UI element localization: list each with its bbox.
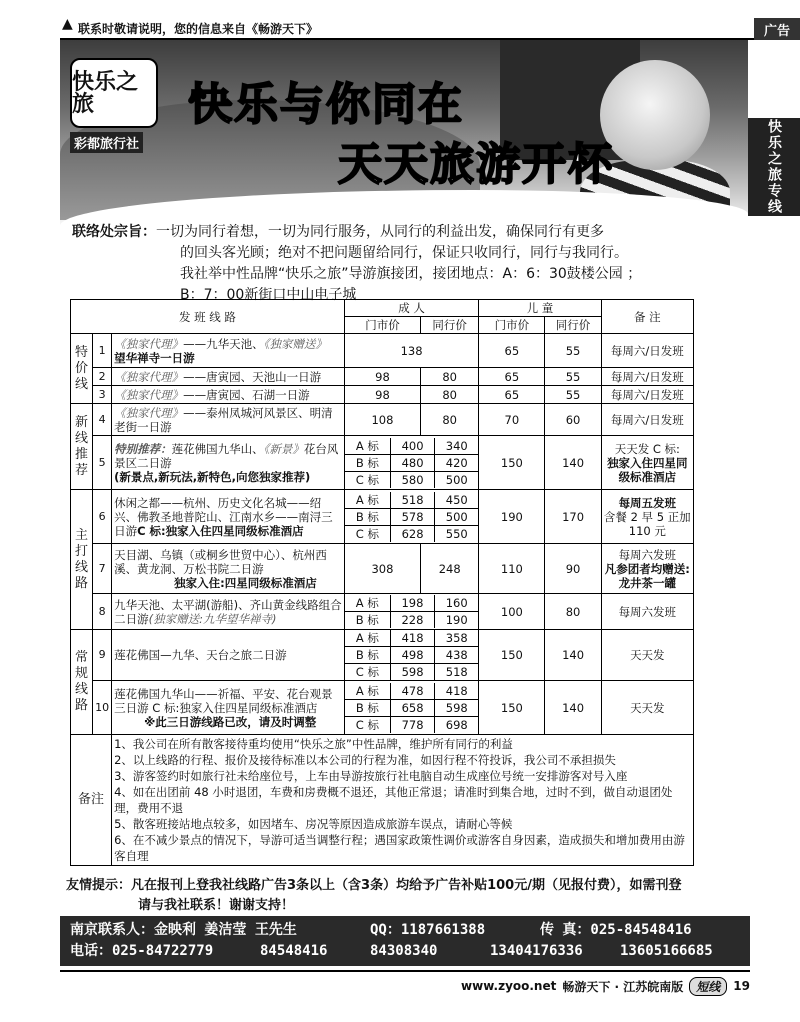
route [112,490,345,544]
row-num: 9 [93,630,112,681]
route [112,594,345,630]
price: 778 [390,716,434,733]
cat-notes: 备注 [71,735,112,866]
grade: B 标 [345,699,391,716]
note-item: 6、在不减少景点的情况下，导游可适当调整行程；遇国家政策性调价或游客自身因素，造成损失和增加费用由游客自理 [114,833,685,863]
table-row [71,404,694,436]
price: 140 [545,436,601,490]
route-tag: (独家赠送:九华望华禅寺) [148,611,277,626]
grade: C 标 [345,525,391,542]
price-table [70,299,694,866]
table-row [71,594,694,630]
price: 438 [435,647,479,664]
grade: A 标 [345,630,391,647]
grade: C 标 [345,471,391,488]
intro-text [72,222,742,306]
grade: B 标 [345,454,391,471]
price: 598 [435,699,479,716]
cat-main: 主打线路 [71,490,93,630]
price-value: 55 [565,343,581,358]
h-note: 备 注 [601,300,693,334]
row-num: 10 [93,681,112,735]
price: 98 [344,386,420,404]
route-text: ——泰州凤城河风景区、明清老街一日游 [114,405,333,434]
price: 55 [545,368,601,386]
h-child: 儿 童 [479,300,601,317]
price: 80 [545,594,601,630]
route-text: ——唐寅园、石湖一日游 [183,387,310,402]
price: 418 [390,630,434,647]
note-text: 天天发 C 标: [614,441,680,456]
price: 518 [390,492,434,509]
route-tag: 《独家赠送》 [263,336,327,351]
route [112,681,345,735]
table-row [71,544,694,594]
route-text: 望华禅寺一日游 [114,350,195,365]
contact-phone: 84548416 [260,943,328,959]
route-text: ※此三日游线路已改，请及时调整 [144,714,317,729]
price: 150 [479,681,545,735]
slogan-line-2: 天天旅游开杯 [338,139,614,190]
grade: A 标 [345,595,390,612]
cat-regular: 常规线路 [71,630,93,735]
row-note: 每周六/日发班 [601,334,693,368]
price-value: 65 [504,343,520,358]
friendly-tip [66,876,746,916]
route-tag: 《独家代理》 [114,387,184,402]
note-text: 独家入住四星同级标准酒店 [607,455,688,484]
route-text: 九华天池、太平湖(游船)、齐山黄金线路组合二日游 [114,597,342,626]
route-tag: 《独家代理》 [114,336,184,351]
note-text: 每周五发班 [618,495,677,510]
company-name: 彩都旅行社 [70,132,143,153]
note-item: 5、散客班接站地点较多，如因堵车、房况等原因造成旅游车误点，请耐心等候 [114,817,513,831]
price: 598 [390,664,434,681]
table-row [71,436,694,490]
price: 60 [545,404,601,436]
grade: C 标 [345,664,391,681]
table-row [71,490,694,544]
price: 550 [445,526,468,541]
intro-line-2: 的回头客光顾；绝对不把问题留给同行，保证只收同行，同行与我同行。 [180,245,628,261]
price: 500 [435,508,479,525]
price: 228 [390,612,434,629]
grade: B 标 [345,647,391,664]
contact-person: 南京联系人：金映利 姜洁莹 王先生 [70,922,297,938]
table-row [71,630,694,681]
grade-prices [344,490,478,544]
note-text: 凡参团者均赠送:龙井茶一罐 [604,561,690,590]
grade: A 标 [345,683,391,700]
row-num: 8 [93,594,112,630]
price: 70 [479,404,545,436]
price: 65 [479,368,545,386]
tip-line-1: 友情提示：凡在报刊上登我社线路广告3条以上（含3条）均给予广告补贴100元/期（见报付费），如需刊登 [66,878,682,893]
contact-phone: 84308340 [370,943,438,959]
tip-line-2: 请与我社联系！谢谢支持！ [138,898,295,913]
price [479,334,545,368]
price: 160 [435,595,479,612]
route [112,544,345,594]
row-num: 7 [93,544,112,594]
grade-prices [344,681,478,735]
h-adult: 成 人 [344,300,478,317]
row-num: 1 [93,334,112,368]
price: 418 [435,683,479,700]
grade-prices [344,594,478,630]
contact-bar [60,916,750,966]
price: 480 [390,454,434,471]
notes-list [112,735,694,866]
price: 55 [545,386,601,404]
row-note [601,436,693,490]
price: 170 [545,490,601,544]
h-child-gate: 门市价 [479,317,545,334]
table-row [71,681,694,735]
price: 100 [479,594,545,630]
price: 140 [545,681,601,735]
footer-url[interactable]: www.zyoo.net [461,979,557,993]
route-tag: 《新景》 [263,441,304,456]
route-text: ——唐寅园、天池山一日游 [183,369,322,384]
slogan-line-1: 快乐与你同在 [188,79,464,130]
route-tag: 《独家代理》 [114,369,184,384]
row-num: 6 [93,490,112,544]
row-note: 天天发 [601,630,693,681]
grade: B 标 [345,612,390,629]
grade: B 标 [345,508,391,525]
notes-row [71,735,694,866]
price: 65 [479,386,545,404]
grade: C 标 [345,716,391,733]
row-note: 每周六/日发班 [601,404,693,436]
route-text: 莲花佛国九华山、 [171,441,264,456]
route-text: 独家入住:四星同级标准酒店 [174,575,317,590]
note-item: 1、我公司在所有散客接待重均使用“快乐之旅”中性品牌，维护所有同行的利益 [114,737,513,751]
h-adult-peer: 同行价 [421,317,479,334]
price: 98 [344,368,420,386]
price: 190 [445,613,468,627]
price-value: 138 [400,343,423,358]
grade-prices [344,630,478,681]
price: 80 [421,386,479,404]
price: 580 [390,471,434,488]
grade: A 标 [345,492,391,509]
page-footer [60,970,750,1000]
price: 108 [344,404,420,436]
page-number: 19 [733,979,750,993]
section-pill: 短线 [689,977,727,996]
footer-magazine: 畅游天下 · 江苏皖南版 [562,979,684,994]
price: 190 [479,490,545,544]
price: 198 [390,595,434,612]
grade: A 标 [345,438,391,455]
price [344,334,478,368]
h-child-peer: 同行价 [545,317,601,334]
intro-line-4: B：7：00新街口中山电子城 [180,287,357,303]
row-num: 4 [93,404,112,436]
note-item: 4、如在出团前 48 小时退团，车费和房费概不退还，其他正常退；请准时到集合地，过时不到，做自动退团处理，费用不退 [114,785,673,815]
table-row [71,386,694,404]
route-text: 天目湖、乌镇（或桐乡世贸中心）、杭州西溪、黄龙洞、万松书院二日游 [114,547,327,576]
row-note [601,490,693,544]
note-item: 2、以上线路的行程、报价及接待标准以本公司的行程为准，如因行程不符投诉，我公司不承担损失 [114,753,616,767]
route: 莲花佛国—九华、天台之旅二日游 [112,630,345,681]
price: 578 [390,508,434,525]
cat-special: 特价线 [71,334,93,404]
route-tag: 特别推荐： [114,441,172,456]
note-item: 3、游客签约时如旅行社未给座位号，上车由导游按旅行社电脑自动生成座位号统一安排游客对号入座 [114,769,628,783]
contact-qq: QQ：1187661388 [370,922,486,938]
route-text: 休闲之都——杭州、历史文化名城——绍兴、佛教圣地普陀山、江南水乡——南浔三日游 [114,495,333,538]
price: 358 [435,630,479,647]
row-note: 每周六/日发班 [601,386,693,404]
price [545,334,601,368]
route [112,334,345,368]
row-note [601,544,693,594]
price: 150 [479,436,545,490]
intro-label: 联络处宗旨： [72,224,156,240]
price: 628 [390,525,434,542]
intro-line-3: 我社举中性品牌“快乐之旅”导游旗接团，接团地点：A：6：30鼓楼公园 ； [180,266,642,282]
table-row [71,334,694,368]
brand-logo: 快乐之旅 [70,58,158,128]
route-text: ——九华天池、 [183,336,264,351]
contact-phone: 电话：025-84722779 [70,943,214,959]
h-adult-gate: 门市价 [344,317,420,334]
row-num: 5 [93,436,112,490]
contact-phone: 13605166685 [620,943,713,959]
row-num: 2 [93,368,112,386]
route-text: C 标:独家入住四星同级标准酒店 [137,523,304,538]
price: 400 [390,438,434,455]
header-bar [60,18,800,40]
side-tab: 快乐之旅专线 [748,118,800,216]
price: 478 [390,683,434,700]
route-text: 莲花佛国九华山——祈福、平安、花台观景三日游 C 标:独家入住四星同级标准酒店 [114,686,333,715]
price: 110 [479,544,545,594]
route [112,436,345,490]
price: 90 [545,544,601,594]
route [112,368,345,386]
row-note: 每周六/日发班 [601,368,693,386]
grade-prices [344,436,478,490]
contact-fax: 传 真：025-84548416 [540,922,692,938]
price: 80 [421,404,479,436]
price: 420 [435,454,479,471]
price: 248 [421,544,479,594]
price: 308 [344,544,420,594]
price: 140 [545,630,601,681]
price: 518 [445,665,468,679]
price: 150 [479,630,545,681]
route-text: (新景点,新玩法,新特色,向您独家推荐) [114,469,311,484]
route-tag: 《独家代理》 [114,405,184,420]
route [112,386,345,404]
note-text: 每周六发班 [618,547,677,562]
row-note: 天天发 [601,681,693,735]
magazine-logo-icon: ▲ [62,16,73,32]
route [112,404,345,436]
note-text: 含餐 2 早 5 正加 110 元 [603,509,691,538]
price: 698 [445,717,468,732]
contact-phone: 13404176336 [490,943,583,959]
h-route: 发 班 线 路 [71,300,345,334]
price: 80 [421,368,479,386]
intro-line-1: 一切为同行着想，一切为同行服务，从同行的利益出发，确保同行有更多 [156,224,604,240]
row-note: 每周六发班 [601,594,693,630]
price: 500 [445,472,468,487]
route-text: 花台风景区二日游 [114,441,339,470]
table-row [71,368,694,386]
cat-new: 新线推荐 [71,404,93,490]
banner-baby-face [600,60,710,170]
ad-tag: 广告 [754,18,800,40]
price: 658 [390,699,434,716]
price: 450 [435,492,479,509]
row-num: 3 [93,386,112,404]
header-note: 联系时敬请说明，您的信息来自《畅游天下》 [78,21,319,36]
price: 340 [435,438,479,455]
price: 498 [390,647,434,664]
